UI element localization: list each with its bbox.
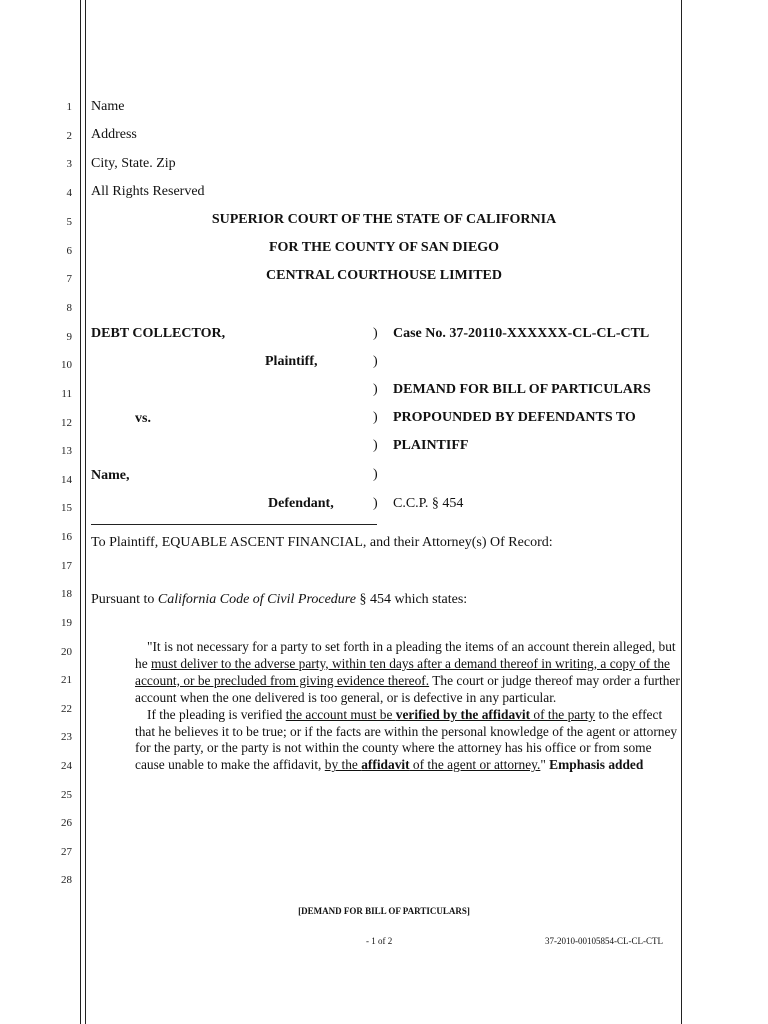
footer-case-reference: 37-2010-00105854-CL-CL-CTL	[545, 936, 663, 946]
rights-reserved: All Rights Reserved	[91, 184, 205, 199]
quote-emphasis-text: affidavit	[361, 757, 410, 773]
pursuant-line	[91, 592, 467, 608]
line-number: 20	[61, 646, 72, 658]
page-indicator: - 1 of 2	[366, 936, 393, 946]
document-title-line-1: DEMAND FOR BILL OF PARTICULARS	[393, 382, 651, 397]
caption-paren: )	[373, 382, 378, 397]
quote-text: If the pleading is verified	[147, 706, 286, 722]
document-title-line-2: PROPOUNDED BY DEFENDANTS TO	[393, 410, 636, 425]
quote-paragraph-2	[135, 707, 680, 775]
party-city-state-zip: City, State. Zip	[91, 156, 176, 171]
right-margin-rule	[681, 0, 682, 1024]
caption-paren: )	[373, 496, 378, 511]
party-address: Address	[91, 127, 137, 142]
statute-quotation	[135, 639, 680, 774]
plaintiff-label: Plaintiff,	[265, 354, 318, 369]
defendant-label: Defendant,	[268, 496, 334, 511]
caption-divider	[91, 524, 377, 525]
quote-underlined-text: of the party	[530, 706, 596, 722]
salutation-line: To Plaintiff, EQUABLE ASCENT FINANCIAL, and their Attorney(s) Of Record:	[91, 535, 553, 550]
line-number: 7	[66, 273, 72, 285]
quote-text: to the effect that he believes it to be true; or if the facts are within the personal knowledge of the agent or attorney for the party, or the party is not within the county where the attorney has his office or from some cause unable to make the affidavit,	[135, 706, 678, 773]
line-number: 11	[61, 388, 72, 400]
caption-paren: )	[373, 467, 378, 482]
line-number: 14	[61, 474, 72, 486]
quote-underlined-text: must deliver to the adverse party, within ten days after a demand thereof in writing, a copy of the account, or be precluded from giving evidence thereof.	[135, 655, 670, 688]
line-number: 19	[61, 617, 72, 629]
emphasis-note: Emphasis added	[549, 757, 644, 773]
line-number: 15	[61, 502, 72, 514]
line-number: 17	[61, 560, 72, 572]
left-margin-rule-outer	[80, 0, 81, 1024]
line-number: 21	[61, 674, 72, 686]
quote-text: "It is not necessary for a party to set forth in a pleading the items of an account therein alleged, but he	[135, 639, 676, 671]
quote-paragraph-1	[135, 639, 680, 707]
line-number: 2	[66, 130, 72, 142]
caption-paren: )	[373, 410, 378, 425]
pursuant-suffix: § 454 which states:	[355, 592, 468, 607]
line-number: 18	[61, 588, 72, 600]
plaintiff-name: DEBT COLLECTOR,	[91, 326, 226, 341]
quote-underlined-text: by the	[324, 757, 362, 773]
line-number: 10	[61, 359, 72, 371]
line-number: 1	[66, 101, 72, 113]
line-number: 26	[61, 817, 72, 829]
line-number: 16	[61, 531, 72, 543]
court-division: CENTRAL COURTHOUSE LIMITED	[266, 268, 502, 283]
court-name: SUPERIOR COURT OF THE STATE OF CALIFORNIA	[211, 212, 557, 227]
versus-label: vs.	[135, 411, 151, 426]
caption-paren: )	[373, 326, 378, 341]
statute-reference: C.C.P. § 454	[393, 496, 464, 511]
case-number: Case No. 37-20110-XXXXXX-CL-CL-CTL	[393, 326, 650, 341]
line-number: 25	[61, 789, 72, 801]
quote-underlined-text: the account must be	[285, 706, 396, 722]
line-number: 28	[61, 874, 72, 886]
quote-emphasis-text: verified by the affidavit	[395, 706, 531, 722]
line-number: 12	[61, 417, 72, 429]
defendant-name: Name,	[91, 468, 130, 483]
line-number: 9	[66, 331, 72, 343]
left-margin-rule-inner	[85, 0, 86, 1024]
line-number: 4	[66, 187, 72, 199]
line-number: 6	[66, 245, 72, 257]
footer-title: [DEMAND FOR BILL OF PARTICULARS]	[298, 906, 470, 916]
caption-paren: )	[373, 438, 378, 453]
pursuant-prefix: Pursuant to	[91, 592, 158, 607]
line-number: 3	[66, 158, 72, 170]
code-name: California Code of Civil Procedure	[157, 592, 356, 607]
document-title-line-3: PLAINTIFF	[393, 438, 469, 453]
line-number: 8	[66, 302, 72, 314]
line-number: 22	[61, 703, 72, 715]
line-number: 27	[61, 846, 72, 858]
line-number: 24	[61, 760, 72, 772]
line-number: 23	[61, 731, 72, 743]
party-name: Name	[91, 99, 125, 114]
line-number: 13	[61, 445, 72, 457]
quote-closing: "	[540, 757, 550, 773]
quote-text: The court or judge thereof may order a further account when the one delivered is too general, or is defective in any particular.	[135, 672, 680, 705]
line-number: 5	[66, 216, 72, 228]
caption-paren: )	[373, 354, 378, 369]
quote-underlined-text: of the agent or attorney.	[409, 757, 541, 773]
court-county: FOR THE COUNTY OF SAN DIEGO	[268, 240, 500, 255]
